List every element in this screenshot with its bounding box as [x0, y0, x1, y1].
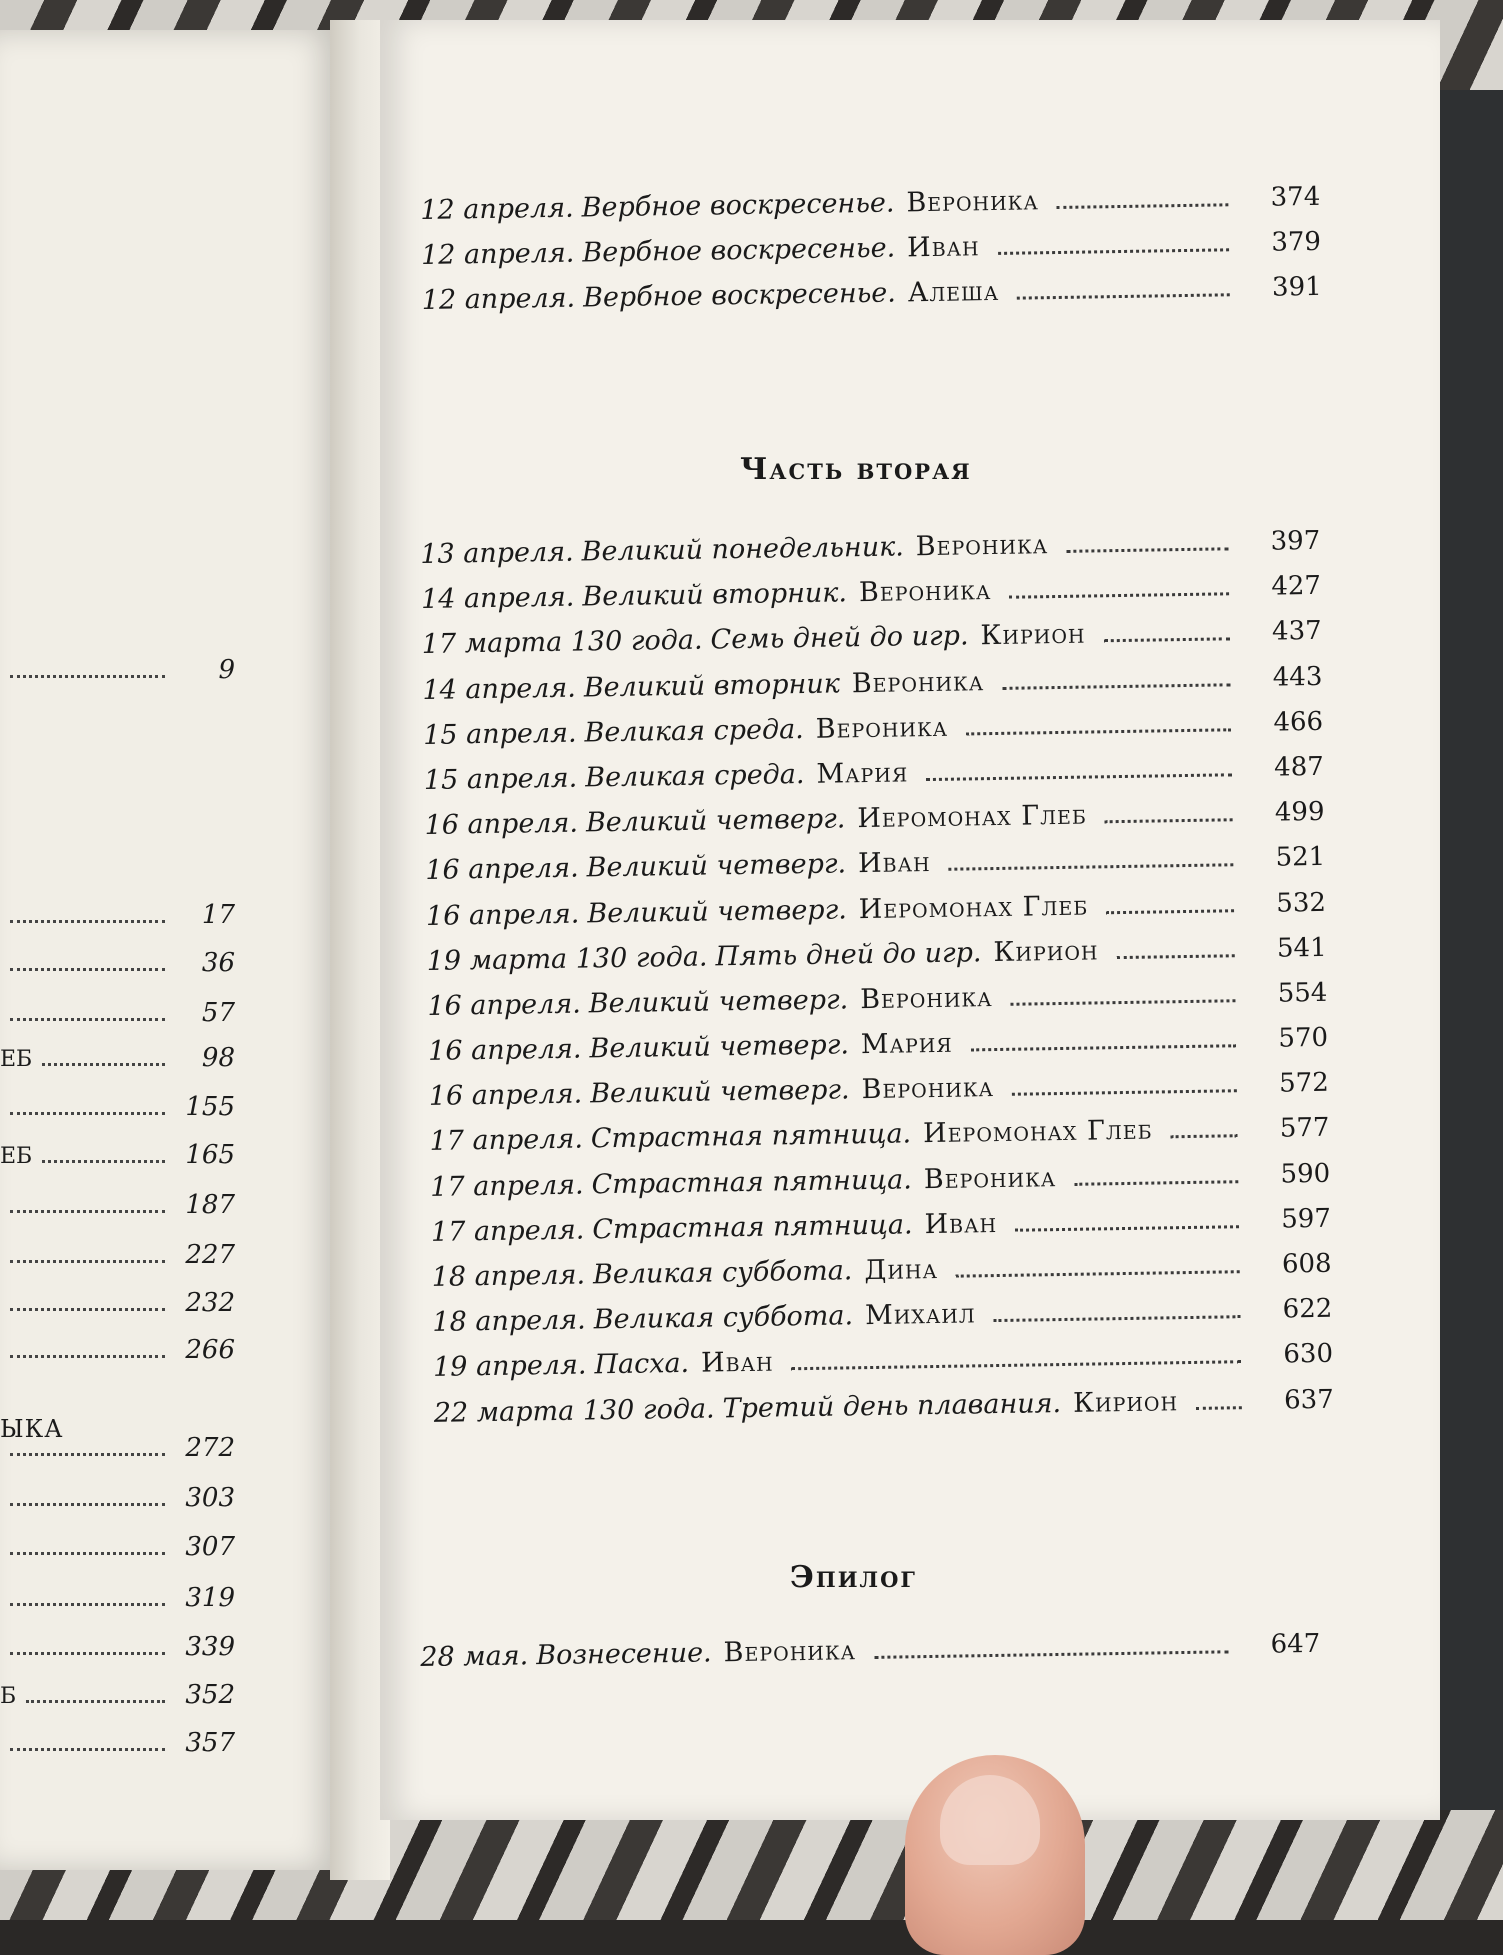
toc-entry-date: 17 апреля. [430, 1214, 585, 1248]
left-toc-leader-dots [10, 968, 165, 971]
toc-entry-date: 16 апреля. [428, 1078, 583, 1113]
left-toc-page-number: 232 [185, 1288, 235, 1318]
left-toc-entry [0, 1680, 235, 1716]
toc-entry-leader-dots [1012, 1089, 1237, 1096]
left-toc-entry [0, 900, 235, 936]
toc-entry-page-number: 572 [1278, 1068, 1330, 1099]
toc-entry-leader-dots [1105, 818, 1233, 823]
toc-entry-date: 18 апреля. [432, 1304, 586, 1339]
left-toc-leader-dots [10, 1552, 165, 1555]
toc-entry-date: 17 апреля. [429, 1123, 584, 1158]
toc-entry-date: 19 апреля. [432, 1349, 587, 1384]
left-toc-page-number: 227 [185, 1240, 235, 1270]
toc-entry-name: Вероника [906, 185, 1039, 219]
left-toc-entry [0, 655, 235, 691]
left-toc-entry [0, 1433, 235, 1469]
toc-entry-day: Вербное воскресенье. [582, 232, 896, 269]
toc-entry-page-number: 532 [1276, 887, 1327, 919]
toc-entry-day: Великий четверг. [587, 893, 848, 929]
toc-entry-name: Мария [860, 1027, 953, 1061]
left-toc-entry [0, 1583, 235, 1619]
left-toc-entry [0, 1483, 235, 1519]
toc-entry-page-number: 554 [1277, 977, 1328, 1009]
left-toc-page-number: 187 [185, 1190, 235, 1220]
left-toc-page-number: 357 [185, 1728, 235, 1758]
toc-entry-page-number: 443 [1272, 661, 1323, 693]
toc-entry-date: 12 апреля. [420, 237, 575, 272]
left-toc-page-number: 272 [185, 1433, 235, 1463]
toc-entry-date: 12 апреля. [420, 192, 574, 226]
left-toc-page-number: 98 [201, 1043, 235, 1073]
left-toc-page-number: 155 [185, 1092, 235, 1122]
left-toc-page-number: 339 [185, 1632, 235, 1662]
toc-entry-day: Великая суббота. [592, 1255, 853, 1291]
left-toc-leader-dots [10, 1503, 165, 1506]
left-toc-entry [0, 1140, 235, 1176]
left-toc-entry [0, 1240, 235, 1276]
toc-entry-day: Вербное воскресенье. [582, 277, 897, 314]
toc-entry-page-number: 630 [1283, 1339, 1334, 1370]
toc-entry-date: 16 апреля. [425, 852, 579, 887]
toc-entry-date: 15 апреля. [422, 717, 577, 751]
left-toc-entry [0, 1288, 235, 1324]
toc-entry-leader-dots [1066, 547, 1228, 553]
toc-entry-date: 16 апреля. [425, 898, 580, 932]
toc-entry-leader-dots [792, 1361, 1242, 1371]
toc-entry-page-number: 437 [1271, 616, 1322, 648]
toc-entry-leader-dots [994, 1315, 1241, 1322]
left-page-heading-fragment: ЫКА [0, 1415, 64, 1443]
toc-entry-leader-dots [1196, 1406, 1242, 1410]
toc-entry-leader-dots [1074, 1180, 1238, 1186]
left-toc-page-number: 266 [185, 1335, 235, 1365]
left-toc-entry [0, 1092, 235, 1128]
toc-entry-page-number: 379 [1271, 227, 1322, 258]
toc-entry-name: Вероника [723, 1635, 857, 1669]
left-toc-leader-dots [10, 1308, 165, 1311]
toc-entry-name: Алеша [907, 276, 1000, 309]
toc-entry-leader-dots [966, 728, 1231, 735]
toc-entry-date: 28 мая. [420, 1640, 529, 1673]
toc-entry-name: Дина [864, 1253, 939, 1287]
toc-entry-date: 15 апреля. [423, 762, 578, 796]
toc-entry-day: Вознесение. [535, 1637, 712, 1672]
toc-entry-day: Великий четверг. [589, 1029, 850, 1065]
left-toc-leader-dots [26, 1700, 165, 1703]
toc-entry-name: Иван [906, 231, 980, 264]
toc-entry-day: Великий понедельник. [581, 531, 905, 568]
left-toc-leader-dots [10, 1355, 165, 1358]
left-toc-leader-dots [10, 675, 165, 678]
toc-entry-name: Иван [857, 847, 931, 880]
toc-entry-day: Третий день плавания. [722, 1387, 1062, 1424]
toc-entry-day: Великая суббота. [593, 1300, 854, 1336]
toc-entry-page-number: 608 [1281, 1248, 1332, 1280]
toc-entry-day: Страстная пятница. [591, 1163, 913, 1201]
toc-entry-date: 16 апреля. [424, 807, 579, 842]
toc-entry-date: 18 апреля. [431, 1259, 586, 1293]
toc-entry-page-number: 622 [1282, 1293, 1333, 1325]
toc-entry-page-number: 487 [1273, 751, 1325, 783]
toc-entry-page-number: 597 [1281, 1203, 1332, 1235]
left-toc-entry [0, 1190, 235, 1226]
left-toc-leader-dots [10, 1018, 165, 1021]
toc-entry-name: Вероника [815, 711, 949, 745]
toc-entry-day: Семь дней до игр. [710, 620, 969, 656]
toc-entry-day: Великий вторник [583, 667, 841, 704]
toc-entry-name: Иеромонах Глеб [858, 890, 1089, 925]
left-toc-page-number: 307 [185, 1532, 235, 1562]
toc-entry-leader-dots [1057, 203, 1229, 209]
left-toc-page-number: 17 [201, 900, 235, 930]
toc-entry-page-number: 637 [1283, 1384, 1334, 1416]
left-toc-leader-dots [10, 1748, 165, 1751]
toc-entry-page-number: 590 [1280, 1158, 1331, 1190]
left-toc-leader-dots [42, 1063, 165, 1066]
left-toc-leader-dots [10, 1112, 165, 1115]
toc-entry-date: 16 апреля. [427, 988, 582, 1022]
left-toc-entry [0, 1632, 235, 1668]
epilogue-heading: Эпилог [790, 1560, 917, 1595]
thumbnail [940, 1775, 1040, 1865]
toc-top-section [420, 174, 1322, 324]
toc-entry-name: Кирион [980, 618, 1086, 652]
toc-entry-day: Пять дней до игр. [715, 936, 982, 973]
toc-entry-page-number: 577 [1279, 1113, 1330, 1145]
left-toc-page-number: 319 [185, 1583, 235, 1613]
left-toc-page-number: 352 [185, 1680, 235, 1710]
toc-entry-name: Вероника [851, 665, 985, 699]
left-toc-entry [0, 948, 235, 984]
left-toc-entry [0, 1728, 235, 1764]
toc-entry-name: Кирион [1072, 1385, 1179, 1419]
left-toc-page-number: 9 [218, 655, 235, 685]
left-toc-entry [0, 1043, 235, 1079]
toc-entry-name: Иеромонах Глеб [922, 1115, 1153, 1150]
toc-entry-day: Великая среда. [584, 713, 804, 749]
toc-entry-name: Мария [816, 757, 909, 790]
toc-entry-leader-dots [874, 1650, 1228, 1659]
toc-entry-leader-dots [971, 1044, 1236, 1051]
left-toc-leader-dots [10, 1453, 165, 1456]
left-toc-page-number: 303 [185, 1483, 235, 1513]
toc-part-two-section [420, 518, 1334, 1436]
toc-entry-name: Вероника [861, 1072, 995, 1106]
left-toc-leader-dots [10, 1210, 165, 1213]
left-toc-leader-dots [10, 1603, 165, 1606]
toc-entry-day: Великий четверг. [586, 848, 847, 884]
toc-entry-date: 22 марта 130 года. [433, 1393, 715, 1429]
toc-entry-date: 12 апреля. [421, 282, 576, 317]
left-toc-entry-fragment: ЕБ [0, 1047, 33, 1072]
toc-entry-leader-dots [1171, 1135, 1238, 1139]
toc-entry-page-number: 374 [1270, 181, 1321, 213]
toc-entry-date: 17 марта 130 года. [421, 624, 703, 661]
toc-entry-leader-dots [1009, 592, 1229, 598]
left-toc-page-number: 165 [185, 1140, 235, 1170]
toc-entry-name: Михаил [864, 1298, 976, 1332]
toc-entry-page-number: 499 [1274, 796, 1325, 828]
left-toc-entry [0, 1335, 235, 1371]
toc-entry-day: Великий вторник. [582, 577, 848, 613]
toc-entry-date: 17 апреля. [430, 1169, 584, 1203]
toc-entry-page-number: 397 [1270, 525, 1321, 557]
toc-entry-leader-dots [1117, 954, 1235, 959]
left-toc-entry-fragment: Б [0, 1684, 17, 1709]
toc-entry-date: 14 апреля. [422, 672, 577, 706]
part-two-heading: Часть вторая [740, 452, 972, 487]
left-page [0, 30, 340, 1870]
left-toc-entry-fragment: ЕБ [0, 1144, 33, 1169]
toc-entry-date: 19 марта 130 года. [426, 941, 708, 977]
toc-entry-leader-dots [1017, 294, 1230, 300]
toc-entry-leader-dots [1106, 909, 1234, 914]
left-toc-leader-dots [42, 1160, 165, 1163]
toc-entry-leader-dots [1015, 1225, 1239, 1232]
toc-entry-name: Иеромонах Глеб [857, 799, 1088, 835]
toc-entry-day: Великий четверг. [589, 1074, 850, 1110]
toc-entry-day: Страстная пятница. [590, 1118, 912, 1155]
toc-entry-page-number: 427 [1271, 571, 1322, 602]
left-toc-leader-dots [10, 1652, 165, 1655]
toc-entry-page-number: 570 [1278, 1022, 1329, 1054]
toc-entry-name: Вероника [859, 981, 993, 1016]
toc-entry-name: Иван [700, 1346, 774, 1380]
left-toc-page-number: 57 [201, 998, 235, 1028]
left-toc-leader-dots [10, 1260, 165, 1263]
toc-entry-date: 16 апреля. [427, 1033, 582, 1067]
toc-entry-leader-dots [949, 864, 1234, 871]
toc-entry-day: Пасха. [594, 1348, 690, 1381]
toc-entry-leader-dots [1104, 638, 1230, 643]
left-toc-page-number: 36 [201, 948, 235, 978]
left-toc-entry [0, 998, 235, 1034]
toc-entry-day: Великий четверг. [585, 803, 846, 839]
toc-entry-leader-dots [1002, 683, 1230, 690]
toc-entry-day: Вербное воскресенье. [581, 187, 895, 224]
toc-entry-name: Вероника [915, 529, 1049, 563]
toc-entry-page-number: 466 [1273, 706, 1324, 738]
toc-entry-name: Иван [924, 1207, 998, 1240]
toc-entry-page-number: 647 [1270, 1628, 1321, 1660]
toc-entry-day: Страстная пятница. [592, 1209, 913, 1246]
toc-entry-day: Великая среда. [584, 758, 805, 794]
toc-entry-leader-dots [998, 248, 1229, 255]
toc-entry-leader-dots [956, 1270, 1240, 1277]
toc-entry-date: 14 апреля. [420, 581, 575, 616]
toc-entry-date: 13 апреля. [420, 536, 574, 570]
toc-entry-page-number: 541 [1276, 932, 1327, 964]
toc-entry-name: Вероника [923, 1161, 1057, 1195]
toc-entry-page-number: 391 [1271, 272, 1322, 304]
toc-entry-leader-dots [1011, 999, 1236, 1006]
left-toc-leader-dots [10, 920, 165, 923]
left-toc-entry [0, 1532, 235, 1568]
toc-entry-day: Великий четверг. [588, 984, 849, 1020]
toc-entry-page-number: 521 [1275, 842, 1326, 873]
toc-entry-leader-dots [926, 773, 1232, 781]
toc-entry-name: Вероника [858, 575, 992, 609]
toc-entry-name: Кирион [993, 935, 1099, 968]
